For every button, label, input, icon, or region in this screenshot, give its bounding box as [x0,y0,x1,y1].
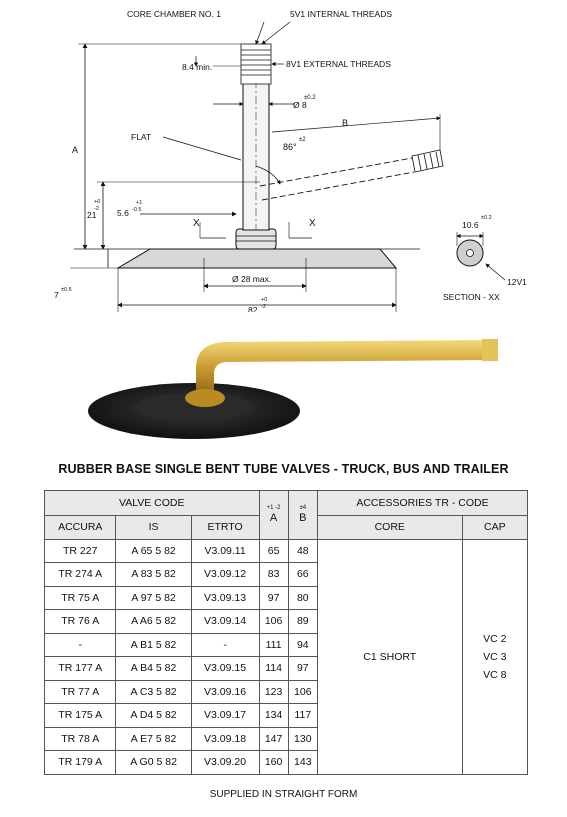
core-chamber-label: CORE CHAMBER NO. 1 [127,9,221,19]
external-threads [241,44,271,84]
is-cell: A B1 5 82 [116,633,191,657]
a-cell: 134 [259,704,288,728]
angle-label: 86° [283,142,297,152]
dim7-tol-label: ±0.5 [61,287,72,293]
is-header: IS [116,516,191,540]
dia8-label: Ø 8 [293,100,307,110]
b-label: B [342,118,349,128]
etrto-header: ETRTO [191,516,259,540]
dia8-tol-label: ±0.2 [304,95,316,101]
cap-value: VC 3 [483,650,507,663]
accura-cell: TR 76 A [45,610,116,634]
accura-header: ACCURA [45,516,116,540]
cap-header: CAP [462,516,527,540]
is-cell: A A6 5 82 [116,610,191,634]
a-cell: 65 [259,539,288,563]
accura-cell: TR 179 A [45,751,116,775]
b-cell: 106 [288,680,317,704]
column-b-tolerance: ±4 [299,505,307,512]
etrto-cell: V3.09.20 [191,751,259,775]
a-cell: 114 [259,657,288,681]
cap-value: VC 2 [483,632,507,645]
dim21-tol-bot: -2 [94,206,99,212]
b-cell: 143 [288,751,317,775]
cap-cell [462,539,527,774]
b-cell: 97 [288,657,317,681]
cap-value: VC 8 [483,668,507,681]
b-cell: 48 [288,539,317,563]
accura-cell: - [45,633,116,657]
dim56-label: 5.6 [117,208,129,218]
dia28-label: Ø 28 max. [232,274,272,284]
x-mark-left: X [193,218,200,229]
is-cell: A D4 5 82 [116,704,191,728]
dim21-tol-top: +0 [94,199,101,205]
bent-stem-outline [260,158,414,200]
accura-cell: TR 177 A [45,657,116,681]
valve-product-photo [0,330,567,450]
b-cell: 80 [288,586,317,610]
dim21-label: 21 [87,210,97,220]
etrto-cell: V3.09.11 [191,539,259,563]
rubber-base-outline [118,249,396,268]
column-a-tolerance: +1 -2 [266,505,281,512]
etrto-cell: - [191,633,259,657]
accura-cell: TR 75 A [45,586,116,610]
valve-code-table [44,490,528,775]
section-label: SECTION - XX [443,292,500,302]
section-xx [457,232,505,280]
accura-cell: TR 77 A [45,680,116,704]
column-b-header [288,491,317,540]
dim106-label: 10.6 [462,220,479,230]
etrto-cell: V3.09.14 [191,610,259,634]
b-cell: 66 [288,563,317,587]
dim82-tol-top: +0 [261,297,268,303]
etrto-cell: V3.09.15 [191,657,259,681]
x-mark-right: X [309,218,316,229]
core-header: CORE [317,516,462,540]
etrto-cell: V3.09.12 [191,563,259,587]
is-cell: A E7 5 82 [116,727,191,751]
external-threads-label: 8V1 EXTERNAL THREADS [286,59,391,69]
footer-note: SUPPLIED IN STRAIGHT FORM [209,789,358,800]
accura-cell: TR 274 A [45,563,116,587]
dim56-tol-top: +1 [136,200,143,206]
is-cell: A 65 5 82 [116,539,191,563]
a-cell: 106 [259,610,288,634]
table-title: RUBBER BASE SINGLE BENT TUBE VALVES - TRUCK, BUS AND TRAILER [58,462,509,476]
dim82-tol-bot: -2 [261,304,266,310]
core-cell: C1 SHORT [317,539,462,774]
a-cell: 160 [259,751,288,775]
valve-neck [236,229,276,249]
dim7-label: 7 [54,290,59,300]
etrto-cell: V3.09.16 [191,680,259,704]
valve-technical-drawing [0,0,567,312]
column-a-label: A [269,512,278,525]
internal-threads-label: 5V1 INTERNAL THREADS [290,9,393,19]
dim106-tol-label: ±0.2 [481,215,492,221]
is-cell: A G0 5 82 [116,751,191,775]
flat-label: FLAT [131,132,152,142]
is-cell: A 97 5 82 [116,586,191,610]
column-a-header [259,491,288,540]
table-row [45,539,528,563]
bent-threads [412,150,443,172]
accura-cell: TR 175 A [45,704,116,728]
min-length-label: 8.4 min. [182,62,213,72]
a-label: A [72,145,79,155]
etrto-cell: V3.09.17 [191,704,259,728]
accura-cell: TR 78 A [45,727,116,751]
is-cell: A 83 5 82 [116,563,191,587]
valve-code-header: VALVE CODE [45,491,260,516]
a-cell: 111 [259,633,288,657]
accessories-header: ACCESSORIES TR - CODE [317,491,527,516]
a-cell: 147 [259,727,288,751]
b-cell: 94 [288,633,317,657]
thread12-label: 12V1 [507,277,527,287]
is-cell: A C3 5 82 [116,680,191,704]
dim56-tol-bot: -0.5 [132,207,142,213]
b-cell: 117 [288,704,317,728]
etrto-cell: V3.09.18 [191,727,259,751]
column-b-label: B [299,512,307,525]
angle-tol-label: ±2 [299,137,306,143]
dim82-label: 82 [248,305,258,312]
is-cell: A B4 5 82 [116,657,191,681]
etrto-cell: V3.09.13 [191,586,259,610]
a-cell: 97 [259,586,288,610]
b-cell: 130 [288,727,317,751]
b-cell: 89 [288,610,317,634]
a-cell: 123 [259,680,288,704]
accura-cell: TR 227 [45,539,116,563]
a-cell: 83 [259,563,288,587]
